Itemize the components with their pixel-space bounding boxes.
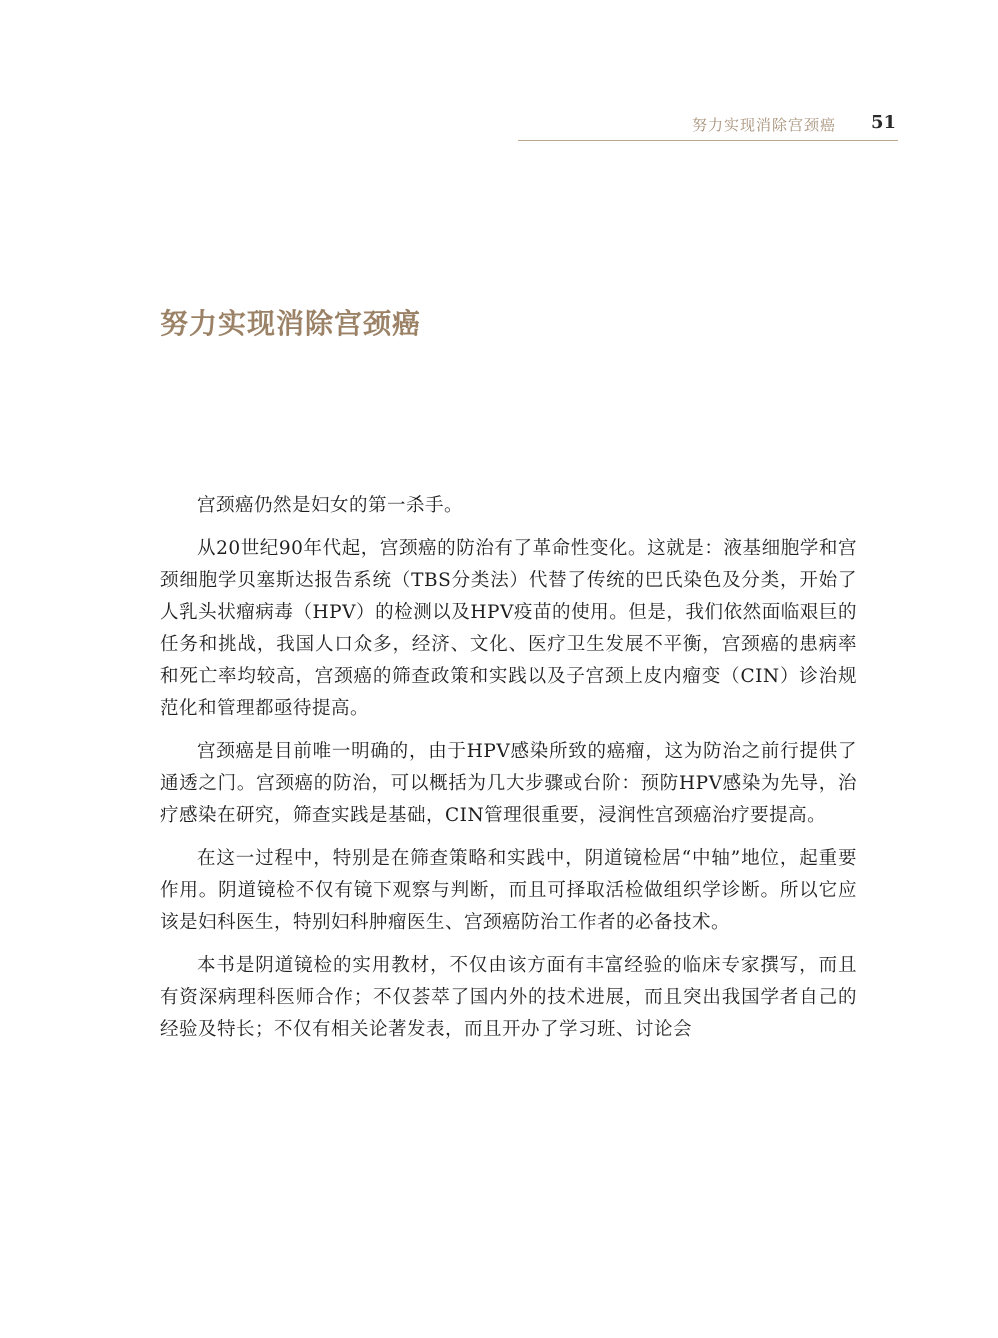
running-header-title: 努力实现消除宫颈癌 [691,116,836,134]
chapter-title: 努力实现消除宫颈癌 [160,307,422,340]
paragraph-2: 从20世纪90年代起，宫颈癌的防治有了革命性变化。这就是：液基细胞学和宫颈细胞学贝塞斯达报告系统（TBS分类法）代替了传统的巴氏染色及分类，开始了人乳头状瘤病毒（HPV）的检测以及HPV疫苗的使用。但是，我们依然面临艰巨的任务和挑战，我国人口众多，经济、文化、医疗卫生发展不平衡，宫颈癌的患病率和死亡率均较高，宫颈癌的筛查政策和实践以及子宫颈上皮内瘤变（CIN）诊治规范化和管理都亟待提高。 [160,538,857,719]
paragraph-5: 本书是阴道镜检的实用教材，不仅由该方面有丰富经验的临床专家撰写，而且有资深病理科医师合作；不仅荟萃了国内外的技术进展，而且突出我国学者自己的经验及特长；不仅有相关论著发表，而且开办了学习班、讨论会 [160,955,857,1040]
paragraph-1: 宫颈癌仍然是妇女的第一杀手。 [197,495,464,516]
body-text [160,490,857,1057]
paragraph-4: 在这一过程中，特别是在筛查策略和实践中，阴道镜检居“中轴”地位，起重要作用。阴道镜检不仅有镜下观察与判断，而且可择取活检做组织学诊断。所以它应该是妇科医生，特别妇科肿瘤医生、宫颈癌防治工作者的必备技术。 [160,848,857,933]
page-number: 51 [870,112,896,133]
paragraph-3: 宫颈癌是目前唯一明确的，由于HPV感染所致的癌瘤，这为防治之前行提供了通透之门。宫颈癌的防治，可以概括为几大步骤或台阶：预防HPV感染为先导，治疗感染在研究，筛查实践是基础，CIN管理很重要，浸润性宫颈癌治疗要提高。 [160,741,857,826]
running-header [518,112,898,141]
